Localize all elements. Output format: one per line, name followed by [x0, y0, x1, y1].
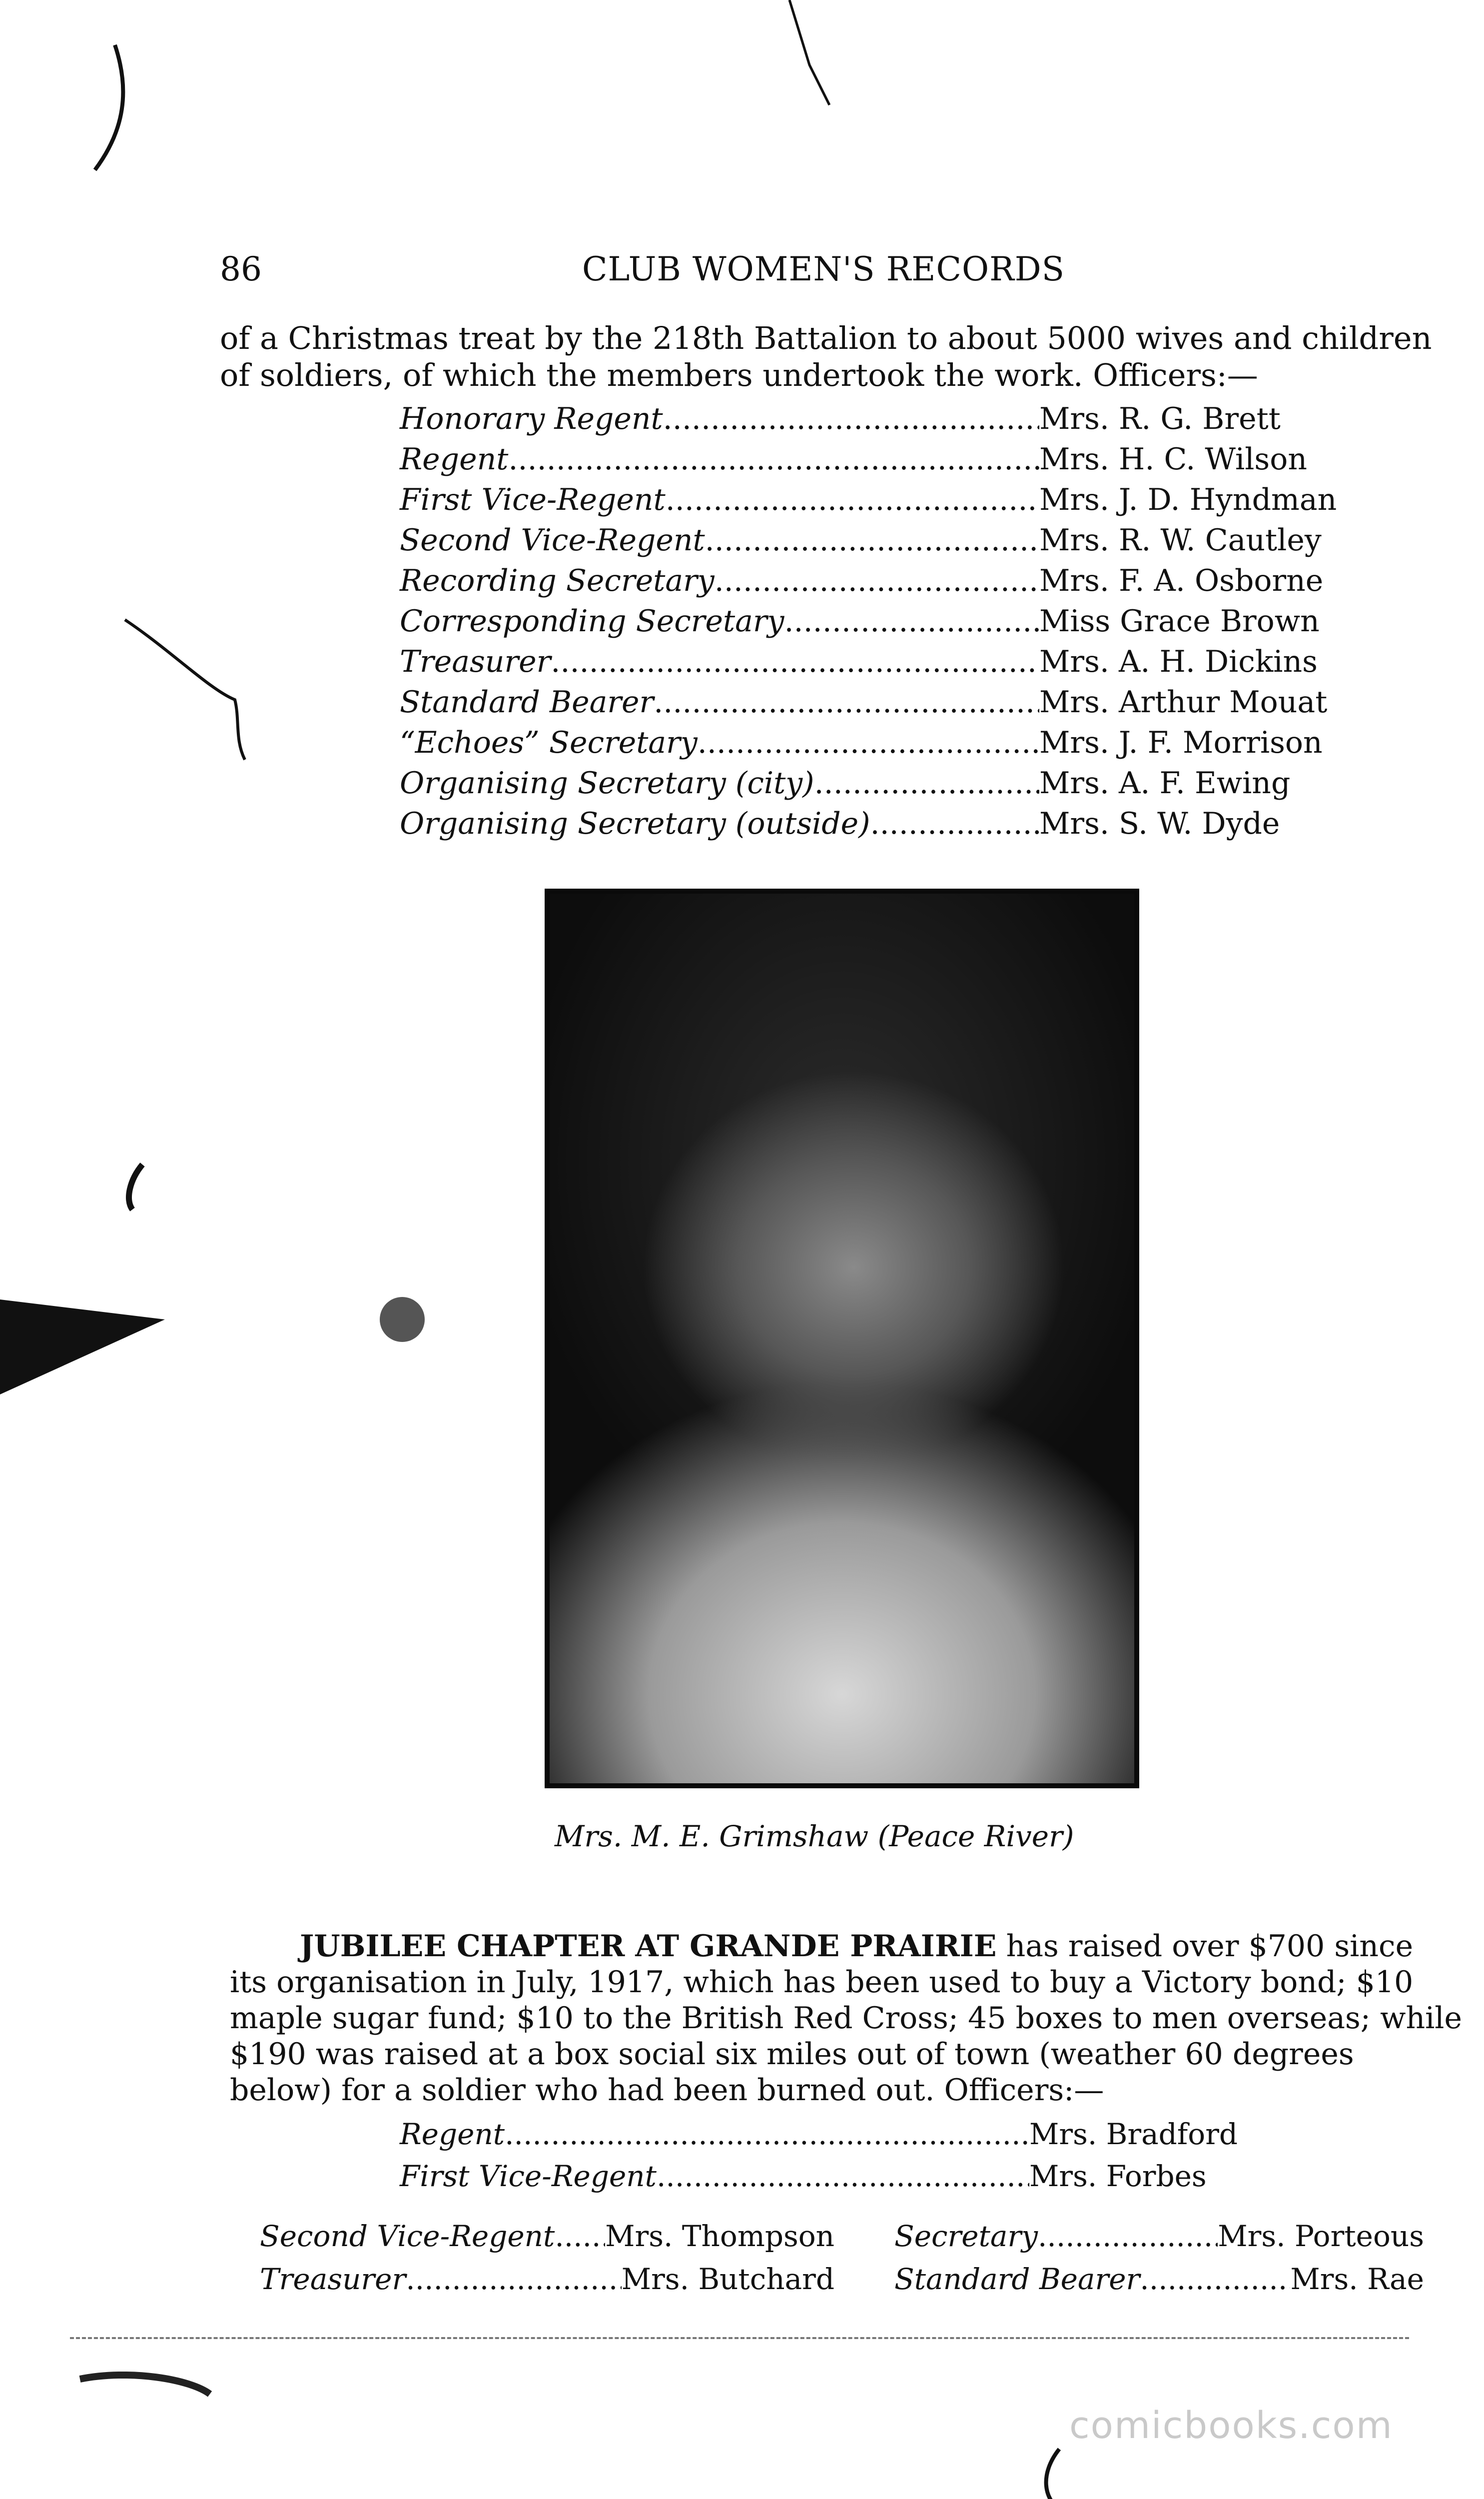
jubilee-line: maple sugar fund; $10 to the British Red Cross; 45 boxes to men overseas; while	[230, 2001, 1462, 2036]
jubilee-line: its organisation in July, 1917, which has been used to buy a Victory bond; $10	[230, 1965, 1414, 2000]
officer-name: Mrs. Forbes	[1029, 2159, 1207, 2193]
officer-row	[400, 2155, 1259, 2197]
jubilee-officers-list	[400, 2113, 1259, 2197]
officer-row	[400, 682, 1349, 723]
watermark: comicbooks.com	[1069, 2404, 1393, 2447]
leader-dots	[657, 2155, 1029, 2197]
leader-dots	[663, 399, 1039, 439]
leader-dots	[555, 2219, 605, 2253]
officer-pair-row	[260, 2219, 834, 2253]
officer-name: Mrs. Arthur Mouat	[1039, 685, 1328, 720]
officer-role: Standard Bearer	[400, 685, 654, 720]
footer-rule	[70, 2337, 1409, 2339]
leader-dots	[784, 601, 1039, 642]
officer-pair-row	[894, 2262, 1424, 2296]
intro-paragraph	[220, 320, 1432, 394]
officer-name: Miss Grace Brown	[1039, 604, 1320, 639]
officer-name: Mrs. A. F. Ewing	[1039, 766, 1291, 801]
officer-name: Mrs. F. A. Osborne	[1039, 563, 1324, 598]
jubilee-line: below) for a soldier who had been burned out. Officers:—	[230, 2073, 1104, 2108]
officer-role: Honorary Regent	[400, 401, 663, 436]
jubilee-line: has raised over $700 since	[996, 1929, 1414, 1964]
officer-row	[400, 439, 1349, 480]
leader-dots	[1038, 2219, 1218, 2253]
officer-row	[400, 723, 1349, 763]
officer-name: Mrs. J. D. Hyndman	[1039, 482, 1337, 517]
officer-row	[400, 480, 1349, 520]
leader-dots	[705, 520, 1039, 561]
page-number: 86	[220, 250, 262, 288]
officer-name: Mrs. Thompson	[605, 2219, 834, 2253]
intro-line: of a Christmas treat by the 218th Battalion to about 5000 wives and children	[220, 320, 1432, 356]
officer-row	[400, 561, 1349, 601]
photo-caption: Mrs. M. E. Grimshaw (Peace River)	[555, 1819, 1074, 1853]
officer-name: Mrs. R. G. Brett	[1039, 401, 1281, 436]
officer-role: Regent	[400, 442, 509, 477]
officer-role: First Vice-Regent	[400, 482, 666, 517]
officer-row	[400, 2113, 1259, 2155]
officer-role: Regent	[400, 2117, 505, 2151]
leader-dots	[814, 763, 1039, 804]
jubilee-paragraph	[230, 1928, 1462, 2108]
officer-role: Treasurer	[260, 2262, 406, 2296]
officer-role: Corresponding Secretary	[400, 604, 784, 639]
leader-dots	[1140, 2262, 1290, 2296]
officer-pair-row	[260, 2262, 834, 2296]
leader-dots	[698, 723, 1039, 763]
officer-name: Mrs. J. F. Morrison	[1039, 725, 1323, 760]
officer-name: Mrs. Butchard	[621, 2262, 834, 2296]
officer-row	[400, 399, 1349, 439]
leader-dots	[406, 2262, 621, 2296]
officer-name: Mrs. Bradford	[1029, 2117, 1238, 2151]
officer-name: Mrs. R. W. Cautley	[1039, 523, 1322, 558]
officer-name: Mrs. S. W. Dyde	[1039, 806, 1280, 841]
officer-role: Standard Bearer	[894, 2262, 1140, 2296]
officer-role: Treasurer	[400, 644, 551, 679]
running-title: CLUB WOMEN'S RECORDS	[582, 250, 1065, 288]
officer-name: Mrs. Porteous	[1218, 2219, 1424, 2253]
leader-dots	[505, 2113, 1029, 2155]
jubilee-heading: JUBILEE CHAPTER AT GRANDE PRAIRIE	[300, 1929, 997, 1964]
leader-dots	[715, 561, 1039, 601]
officer-pair-row	[894, 2219, 1424, 2253]
officer-name: Mrs. A. H. Dickins	[1039, 644, 1318, 679]
officer-role: Recording Secretary	[400, 563, 715, 598]
officer-role: Organising Secretary (city)	[400, 766, 814, 801]
officer-role: Organising Secretary (outside)	[400, 806, 870, 841]
leader-dots	[870, 804, 1039, 844]
intro-line: of soldiers, of which the members undertook the work. Officers:—	[220, 357, 1258, 393]
officer-role: Second Vice-Regent	[260, 2219, 555, 2253]
leader-dots	[666, 480, 1039, 520]
officer-row	[400, 763, 1349, 804]
officer-role: Secretary	[894, 2219, 1038, 2253]
jubilee-line: $190 was raised at a box social six miles out of town (weather 60 degrees	[230, 2037, 1354, 2072]
portrait-photo	[545, 889, 1139, 1788]
officer-row	[400, 804, 1349, 844]
officer-role: First Vice-Regent	[400, 2159, 657, 2193]
officer-name: Mrs. Rae	[1290, 2262, 1424, 2296]
leader-dots	[508, 439, 1039, 480]
officer-role: Second Vice-Regent	[400, 523, 705, 558]
leader-dots	[654, 682, 1039, 723]
leader-dots	[551, 642, 1039, 682]
officer-row	[400, 601, 1349, 642]
officers-list	[400, 399, 1349, 844]
officer-row	[400, 642, 1349, 682]
officer-name: Mrs. H. C. Wilson	[1039, 442, 1307, 477]
officer-row	[400, 520, 1349, 561]
officer-role: “Echoes” Secretary	[400, 725, 698, 760]
